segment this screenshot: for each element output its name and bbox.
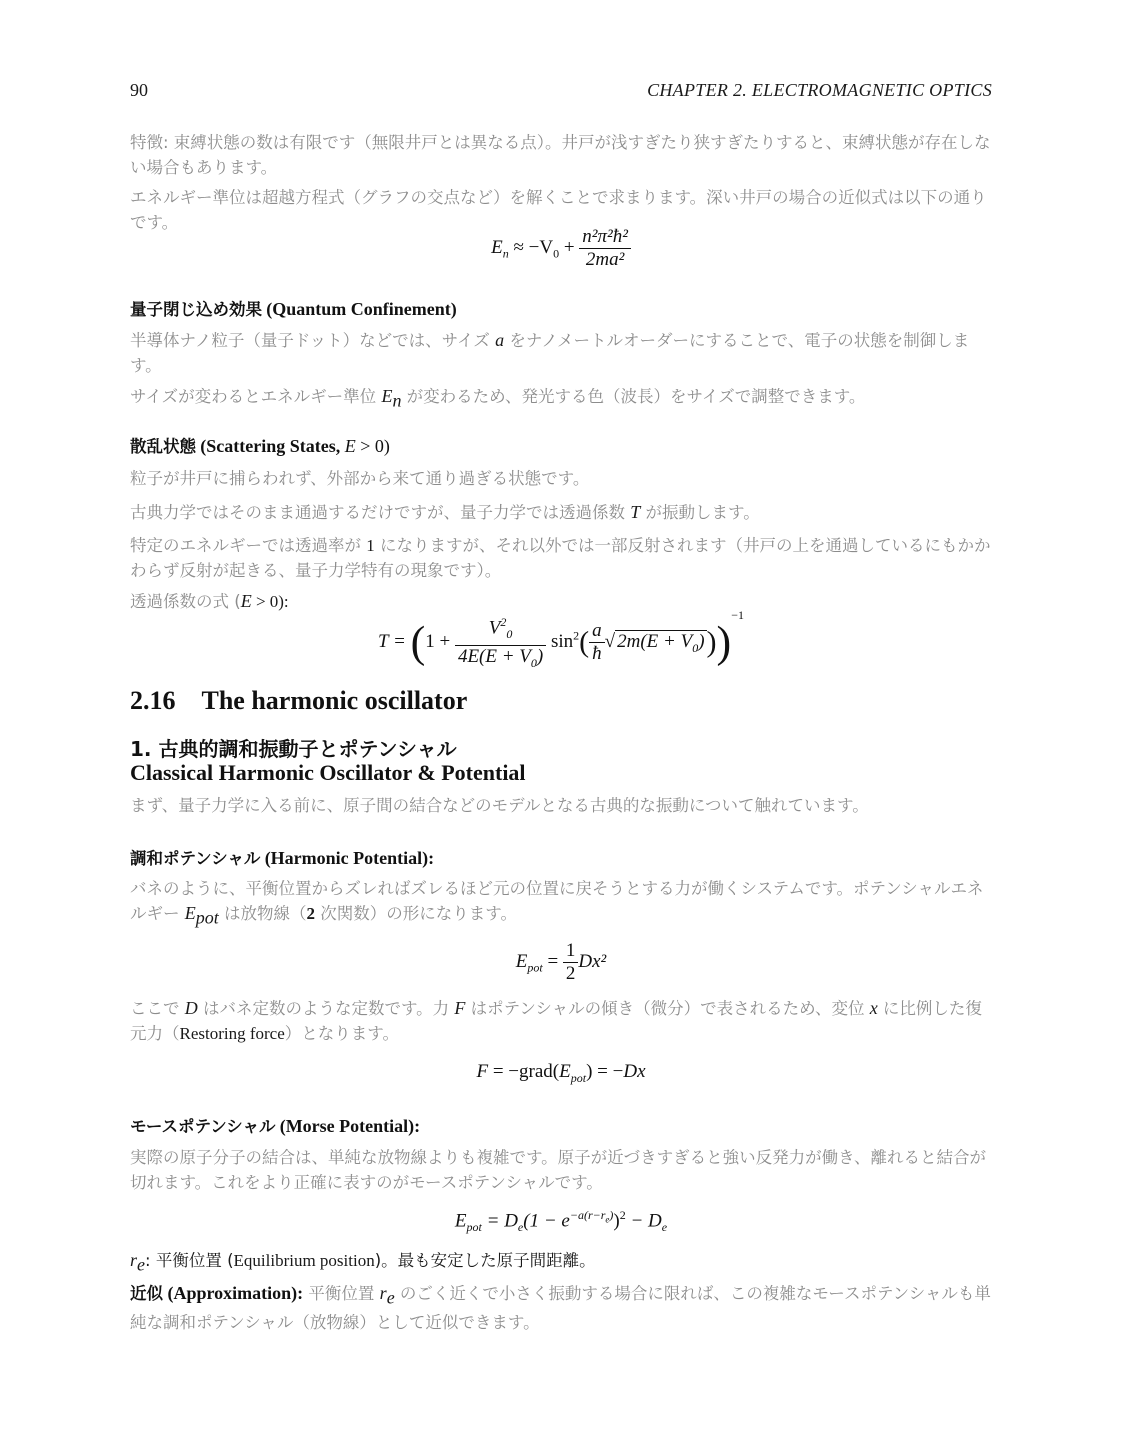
equation-force bbox=[130, 1061, 992, 1086]
paragraph-reflection bbox=[130, 533, 992, 583]
f-eq-c: E bbox=[559, 1061, 571, 1082]
heading-sc-en: (Scattering States, bbox=[200, 436, 345, 456]
eq2-one-plus: 1 + bbox=[425, 631, 455, 652]
hp-eq-num: 1 bbox=[563, 940, 579, 963]
paragraph-morse-intro: 実際の原子分子の結合は、単純な放物線よりも複雑です。原子が近づきすぎると強い反発力が働き、離れると結合が切れます。これをより正確に表すのがモースポテンシャルです。 bbox=[130, 1148, 987, 1192]
eq2-paren-close: ) bbox=[716, 617, 732, 667]
section-title: The harmonic oscillator bbox=[201, 686, 468, 715]
sc-p4-b: > 0): bbox=[251, 592, 289, 611]
paragraph-size-tuning bbox=[130, 384, 992, 413]
re-var: r bbox=[130, 1250, 138, 1270]
hp-p1-num: 2 bbox=[306, 904, 316, 923]
hp-p1-sub: pot bbox=[195, 907, 219, 928]
heading-mp-ja: モースポテンシャル bbox=[130, 1117, 276, 1136]
paragraph-energy-levels: エネルギー準位は超越方程式（グラフの交点など）を解くことで求まります。深い井戸の場合の近似式は以下の通りです。 bbox=[130, 188, 987, 232]
mp-eq-exp-sub: e bbox=[605, 1214, 610, 1225]
subsection-title-en: Classical Harmonic Oscillator & Potential bbox=[130, 760, 526, 785]
eq2-paren-open: ( bbox=[410, 617, 426, 667]
heading-qc-en: (Quantum Confinement) bbox=[266, 299, 457, 319]
eq2-sin: sin bbox=[546, 631, 574, 652]
equation-morse bbox=[130, 1208, 992, 1235]
approx-var: r bbox=[379, 1283, 387, 1303]
paragraph-scattering-intro: 粒子が井戸に捕らわれず、外部から来て通り過ぎる状態です。 bbox=[130, 469, 590, 488]
paragraph-approximation bbox=[130, 1281, 992, 1335]
eq2-sqrt bbox=[615, 630, 706, 655]
paragraph-restoring-force bbox=[130, 996, 992, 1046]
hp-p2-d: に比例した復元力（ bbox=[130, 999, 982, 1043]
hp-p2-a: ここで bbox=[130, 999, 185, 1018]
paragraph-spring-system bbox=[130, 876, 992, 930]
eq2-a-num: a bbox=[589, 620, 605, 643]
eq2-exponent: −1 bbox=[731, 608, 744, 622]
mp-eq-c: ) bbox=[613, 1210, 620, 1232]
eq2-denominator bbox=[455, 646, 546, 674]
f-eq-sub: pot bbox=[570, 1070, 587, 1085]
paragraph-classical-intro: まず、量子力学に入る前に、原子間の結合などのモデルとなる古典的な振動について触れています。 bbox=[130, 796, 869, 815]
eq2-num-sup: 2 bbox=[500, 615, 507, 630]
hp-p2-e: ）となります。 bbox=[284, 1024, 399, 1043]
mp-eq-exp: −a(r−r bbox=[569, 1208, 606, 1222]
hp-p2-en: Restoring force bbox=[179, 1024, 285, 1043]
eq1-mid-sub: 0 bbox=[553, 246, 560, 261]
eq2-sqrt-end: ) bbox=[698, 631, 705, 652]
equation-harmonic-potential bbox=[130, 940, 992, 985]
hp-eq-lhs: E bbox=[515, 950, 528, 972]
mp-eq-sq: 2 bbox=[619, 1208, 626, 1222]
hp-p2-c: はポテンシャルの傾き（微分）で表されるため、変位 bbox=[465, 999, 870, 1018]
heading-quantum-confinement bbox=[130, 296, 457, 320]
eq1-plus: + bbox=[559, 236, 580, 258]
hp-p2-b: はバネ定数のような定数です。力 bbox=[197, 999, 455, 1018]
hp-p1-a: バネのように、平衡位置からズレればズレるほど元の位置に戻そうとする力が働くシステムです。ポテンシャルエネルギー bbox=[130, 879, 984, 923]
qc-p2-a: サイズが変わるとエネルギー準位 bbox=[130, 387, 382, 406]
re-sub: e bbox=[137, 1254, 146, 1275]
heading-sc-ja: 散乱状態 bbox=[130, 437, 196, 456]
eq2-inner-open: ( bbox=[579, 625, 590, 659]
mp-eq-exp-end: ) bbox=[609, 1208, 614, 1222]
section-heading bbox=[130, 686, 467, 716]
heading-hp-en: (Harmonic Potential): bbox=[264, 848, 435, 868]
eq2-inner-close: ) bbox=[706, 625, 717, 659]
page-number: 90 bbox=[130, 80, 148, 100]
f-eq-a: F bbox=[476, 1061, 489, 1082]
equation-transmission: T = (1 + $\frac{V^2_0}{4E(E + V_0)}$ $\sin^2$( $\frac{a}{ħ}$ √ $2m(E + V_0)))^{-1}$ bbox=[130, 608, 992, 674]
eq2-num: V bbox=[488, 617, 501, 639]
eq2-lhs: T = bbox=[378, 631, 411, 652]
eq1-denominator: 2ma² bbox=[585, 249, 625, 270]
mp-eq-lhs-sub: pot bbox=[466, 1220, 482, 1235]
eq2-den-sub: 0 bbox=[530, 656, 537, 671]
approx-en: (Approximation): bbox=[163, 1283, 304, 1303]
eq1-lhs: E bbox=[491, 236, 503, 258]
approx-lead bbox=[130, 1284, 303, 1303]
eq2-sqrt-body: 2m(E + V bbox=[617, 631, 693, 652]
hp-p1-c: 次関数）の形になります。 bbox=[315, 904, 517, 923]
approx-ja: 近似 bbox=[130, 1284, 163, 1303]
subsection-title-ja: 1. 古典的調和振動子とポテンシャル bbox=[130, 737, 457, 761]
sc-p3-b: になりますが、それ以外では一部反射されます（井戸の上を通過しているにもかかわらず反射が起きる、量子力学特有の現象です）。 bbox=[130, 536, 991, 580]
mp-eq-d-sub: e bbox=[661, 1220, 668, 1235]
eq1-numerator: n²π²ħ² bbox=[579, 226, 631, 249]
approx-sub: e bbox=[386, 1287, 395, 1308]
sc-p4-a: 透過係数の式 ( bbox=[130, 592, 241, 611]
sc-p2-var: T bbox=[630, 502, 641, 522]
approx-b: のごく近くで小さく振動する場合に限れば、この複雑なモースポテンシャルも単純な調和ポテンシャル（放物線）として近似できます。 bbox=[130, 1284, 991, 1333]
f-eq-b: = −grad( bbox=[488, 1061, 560, 1082]
eq2-a-den: ħ bbox=[592, 643, 602, 665]
eq1-mid: ≈ −V bbox=[508, 236, 554, 258]
page-header bbox=[130, 80, 992, 104]
paragraph-quantum-dots bbox=[130, 328, 992, 378]
section-number: 2.16 bbox=[130, 686, 176, 715]
eq2-den: 4E(E + V bbox=[457, 646, 531, 668]
eq1-fraction bbox=[579, 226, 631, 271]
hp-p2-F: F bbox=[454, 998, 466, 1018]
re-a: : 平衡位置 ( bbox=[145, 1251, 234, 1270]
hp-eq-rhs: Dx² bbox=[578, 950, 607, 972]
hp-p1-b: は放物線（ bbox=[218, 904, 307, 923]
approx-a: 平衡位置 bbox=[303, 1284, 380, 1303]
eq2-numerator bbox=[455, 611, 546, 646]
qc-p1-var: a bbox=[495, 330, 505, 350]
f-eq-d: ) = − bbox=[586, 1061, 624, 1082]
mp-eq-d: − D bbox=[625, 1210, 662, 1232]
hp-p2-D: D bbox=[184, 998, 198, 1018]
mp-eq-a: = D bbox=[481, 1210, 518, 1232]
paragraph-transmission bbox=[130, 500, 992, 525]
heading-harmonic-potential bbox=[130, 845, 434, 869]
eq2-fraction bbox=[455, 611, 546, 674]
heading-scattering-states bbox=[130, 433, 390, 457]
qc-p2-sub: n bbox=[392, 390, 402, 411]
mp-eq-a-sub: e bbox=[517, 1220, 524, 1235]
qc-p1-b: をナノメートルオーダーにすることで、電子の状態を制御します。 bbox=[130, 331, 970, 375]
paragraph-equilibrium bbox=[130, 1248, 992, 1277]
eq1-lhs-sub: n bbox=[502, 246, 509, 261]
eq2-sin-sup: 2 bbox=[573, 628, 580, 643]
running-title: CHAPTER 2. ELECTROMAGNETIC OPTICS bbox=[647, 80, 992, 100]
eq2-num-sub: 0 bbox=[506, 627, 513, 642]
heading-morse-potential bbox=[130, 1113, 420, 1137]
eq2-den-end: ) bbox=[536, 646, 544, 668]
qc-p2-var: E bbox=[381, 386, 393, 406]
qc-p2-b: が変わるため、発光する色（波長）をサイズで調整できます。 bbox=[401, 387, 866, 406]
hp-p1-var: E bbox=[184, 903, 196, 923]
heading-hp-ja: 調和ポテンシャル bbox=[130, 849, 261, 868]
re-en: Equilibrium position bbox=[233, 1251, 375, 1270]
f-eq-e: Dx bbox=[623, 1061, 646, 1082]
hp-eq-fraction bbox=[563, 940, 579, 985]
heading-sc-math: E bbox=[344, 436, 356, 456]
paragraph-bound-states: 特徴: 束縛状態の数は有限です（無限井戸とは異なる点）。井戸が浅すぎたり狭すぎたりすると、束縛状態が存在しない場合もあります。 bbox=[130, 133, 991, 177]
hp-eq-lhs-sub: pot bbox=[527, 960, 543, 975]
hp-eq-eq: = bbox=[542, 950, 563, 972]
sc-p2-a: 古典力学ではそのまま通過するだけですが、量子力学では透過係数 bbox=[130, 503, 631, 522]
hp-p2-x: x bbox=[869, 998, 878, 1018]
mp-eq-exponent bbox=[569, 1208, 614, 1225]
heading-sc-end: > 0) bbox=[355, 436, 390, 456]
mp-eq-b: (1 − e bbox=[523, 1210, 570, 1232]
eq2-sqrt-sub: 0 bbox=[692, 640, 699, 655]
mp-eq-lhs: E bbox=[454, 1210, 467, 1232]
heading-mp-en: (Morse Potential): bbox=[279, 1116, 421, 1136]
heading-qc-ja: 量子閉じ込め効果 bbox=[130, 300, 262, 319]
hp-eq-den: 2 bbox=[565, 963, 576, 984]
sc-p3-a: 特定のエネルギーでは透過率が bbox=[130, 536, 367, 555]
qc-p1-a: 半導体ナノ粒子（量子ドット）などでは、サイズ bbox=[130, 331, 496, 350]
eq2-a-hbar bbox=[589, 620, 605, 665]
sc-p3-num: 1 bbox=[366, 536, 375, 555]
sc-p4-var: E bbox=[240, 591, 252, 611]
re-b: )。最も安定した原子間距離。 bbox=[374, 1251, 596, 1270]
equation-energy-approx bbox=[130, 226, 992, 271]
sc-p2-b: が振動します。 bbox=[640, 503, 760, 522]
